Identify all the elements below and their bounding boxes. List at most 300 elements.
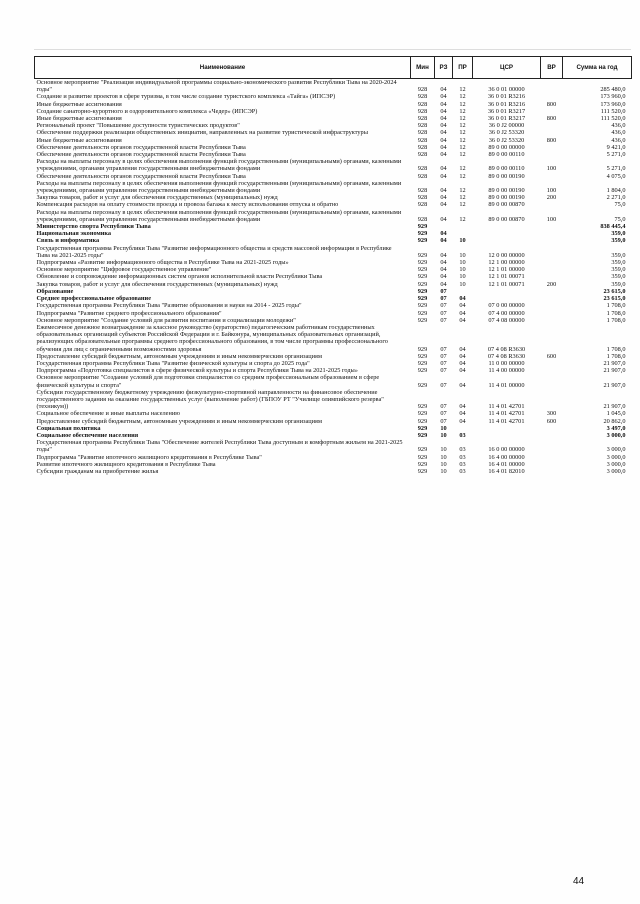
cell-sum: 1 708,0 xyxy=(606,316,626,324)
cell-rz: 07 xyxy=(440,359,447,367)
cell-vr xyxy=(541,108,563,115)
table-row xyxy=(35,425,632,432)
cell-name: Подпрограмма «Подготовка специалистов в сфере физической культуры и спорта Республики Тыва на 2021-2025 годы» xyxy=(36,367,358,375)
cell-min: 928 xyxy=(417,194,428,202)
cell-rz: 07 xyxy=(440,309,447,317)
cell-csr: 36 0 01 00000 xyxy=(488,86,525,94)
cell-rz: 07 xyxy=(440,417,447,425)
table-row xyxy=(35,360,632,367)
cell-vr xyxy=(541,259,563,266)
table-row xyxy=(35,129,632,136)
cell-pr: 10 xyxy=(459,280,466,288)
table-row xyxy=(35,281,632,288)
cell-csr: 36 0 01 R3217 xyxy=(487,107,526,115)
cell-csr: 36 0 J2 53320 xyxy=(488,129,525,137)
cell-vr xyxy=(541,360,563,367)
cell-pr: 12 xyxy=(459,122,466,130)
cell-rz: 04 xyxy=(440,266,447,274)
cell-csr: 11 4 01 00000 xyxy=(488,381,525,389)
cell-pr: 04 xyxy=(459,302,466,310)
cell-pr: 10 xyxy=(459,266,466,274)
cell-min: 929 xyxy=(417,381,428,389)
cell-pr: 03 xyxy=(459,453,466,461)
cell-min: 929 xyxy=(417,345,428,353)
cell-sum: 1 708,0 xyxy=(606,345,626,353)
table-row xyxy=(35,367,632,374)
cell-csr: 89 0 00 00190 xyxy=(488,187,525,195)
cell-csr: 12 1 01 00071 xyxy=(488,280,525,288)
page-number: 44 xyxy=(573,876,585,887)
cell-min: 929 xyxy=(417,316,428,324)
cell-csr: 07 4 08 R3630 xyxy=(487,352,526,360)
cell-vr xyxy=(541,367,563,374)
table-row xyxy=(35,266,632,273)
table-row xyxy=(35,108,632,115)
table-row xyxy=(35,223,632,230)
cell-rz: 07 xyxy=(440,403,447,411)
cell-pr: 12 xyxy=(459,115,466,123)
table-row xyxy=(35,302,632,309)
cell-name: Закупка товаров, работ и услуг для обеспечения государственных (муниципальных) нужд xyxy=(36,194,278,202)
cell-min: 928 xyxy=(417,201,428,209)
cell-min: 928 xyxy=(417,187,428,195)
cell-vr xyxy=(541,389,563,411)
table-row xyxy=(35,273,632,280)
cell-name: Подпрограмма "Развитие ипотечного жилищного кредитования в Республике Тыва" xyxy=(36,453,262,461)
cell-sum: 838 445,4 xyxy=(600,223,626,231)
cell-rz: 07 xyxy=(440,302,447,310)
table-row xyxy=(35,310,632,317)
cell-csr: 11 4 01 42701 xyxy=(488,403,525,411)
cell-sum: 4 075,0 xyxy=(606,172,626,180)
cell-pr: 03 xyxy=(459,467,466,475)
cell-csr xyxy=(473,230,541,237)
cell-min: 928 xyxy=(417,151,428,159)
cell-name: Обеспечение деятельности органов государственной власти Республики Тыва xyxy=(36,143,246,151)
cell-csr: 07 4 08 00000 xyxy=(488,316,525,324)
cell-vr xyxy=(541,324,563,353)
cell-sum: 359,0 xyxy=(611,266,626,274)
cell-csr: 89 0 00 00870 xyxy=(488,201,525,209)
cell-min: 929 xyxy=(417,453,428,461)
cell-sum: 21 907,0 xyxy=(603,403,626,411)
header-rz: РЗ xyxy=(435,57,453,79)
cell-pr: 03 xyxy=(459,431,466,439)
table-row xyxy=(35,79,632,94)
cell-min: 929 xyxy=(417,273,428,281)
cell-csr: 36 0 01 R3216 xyxy=(487,93,526,101)
table-row xyxy=(35,180,632,194)
cell-rz: 10 xyxy=(440,424,447,432)
cell-min: 929 xyxy=(417,259,428,267)
cell-vr xyxy=(541,151,563,158)
cell-vr xyxy=(541,93,563,100)
cell-pr: 12 xyxy=(459,194,466,202)
cell-name: Министерство спорта Республики Тыва xyxy=(36,223,151,231)
cell-pr: 12 xyxy=(459,107,466,115)
cell-sum: 1 804,0 xyxy=(606,187,626,195)
cell-name: Основное мероприятие "Реализация индивидуальной программы социально-экономического развития Республики Тыва на 2020-2024 годы" xyxy=(36,79,397,94)
cell-name: Иные бюджетные ассигнования xyxy=(36,136,122,144)
cell-min: 928 xyxy=(417,136,428,144)
cell-csr: 16 4 01 82010 xyxy=(488,467,525,475)
cell-rz: 04 xyxy=(440,259,447,267)
cell-pr: 10 xyxy=(459,237,466,245)
cell-vr: 800 xyxy=(546,136,557,144)
table-row xyxy=(35,295,632,302)
cell-pr: 04 xyxy=(459,381,466,389)
cell-vr xyxy=(541,310,563,317)
cell-rz: 10 xyxy=(440,467,447,475)
cell-sum: 359,0 xyxy=(611,251,626,259)
cell-vr: 100 xyxy=(546,187,557,195)
cell-csr xyxy=(473,432,541,439)
cell-vr: 200 xyxy=(546,280,557,288)
cell-min: 929 xyxy=(417,446,428,454)
cell-vr xyxy=(541,295,563,302)
cell-vr: 600 xyxy=(546,417,557,425)
table-row xyxy=(35,353,632,360)
cell-csr: 12 1 01 00071 xyxy=(488,273,525,281)
cell-min: 928 xyxy=(417,122,428,130)
cell-sum: 21 907,0 xyxy=(603,367,626,375)
cell-rz: 07 xyxy=(440,352,447,360)
header-pr: ПР xyxy=(453,57,473,79)
cell-sum: 3 000,0 xyxy=(606,446,626,454)
cell-vr xyxy=(541,129,563,136)
table-row xyxy=(35,237,632,244)
cell-pr: 12 xyxy=(459,136,466,144)
table-row xyxy=(35,93,632,100)
table-row xyxy=(35,259,632,266)
table-row xyxy=(35,317,632,324)
cell-pr: 03 xyxy=(459,446,466,454)
cell-sum: 21 907,0 xyxy=(603,381,626,389)
cell-name: Социальная политика xyxy=(36,424,101,432)
cell-sum: 5 271,0 xyxy=(606,165,626,173)
table-row xyxy=(35,324,632,353)
table-row xyxy=(35,158,632,172)
cell-rz: 04 xyxy=(440,107,447,115)
cell-name: Иные бюджетные ассигнования xyxy=(36,100,122,108)
cell-name: Иные бюджетные ассигнования xyxy=(36,115,122,123)
cell-csr: 89 0 00 00000 xyxy=(488,143,525,151)
cell-min: 929 xyxy=(417,460,428,468)
cell-rz: 07 xyxy=(440,345,447,353)
cell-sum: 9 421,0 xyxy=(606,143,626,151)
cell-rz: 04 xyxy=(440,136,447,144)
cell-min: 929 xyxy=(417,352,428,360)
cell-name: Ежемесячное денежное вознаграждение за классное руководство (кураторство) педагогическим работникам государственных образовательных организаций субъектов Российской Федерации и г. Байконура, муниципальных образовательных организаций, реализующих образовательные программы среднего профессионального образования, в том числе программы профессионального обучения для лиц с ограниченными возможностями здоровья xyxy=(36,323,388,353)
cell-csr: 89 0 00 00190 xyxy=(488,194,525,202)
cell-name: Основное мероприятие "Цифровое государственное управление" xyxy=(36,266,212,274)
cell-pr: 12 xyxy=(459,172,466,180)
table-row xyxy=(35,137,632,144)
cell-min: 929 xyxy=(417,223,428,231)
table-row xyxy=(35,209,632,223)
cell-rz: 04 xyxy=(440,86,447,94)
cell-csr xyxy=(473,425,541,432)
cell-name: Национальная экономика xyxy=(36,230,112,238)
cell-name: Основное мероприятие "Создание условий для развития воспитания и социализации молодежи" xyxy=(36,316,296,324)
cell-sum: 3 000,0 xyxy=(606,431,626,439)
cell-name: Компенсация расходов на оплату стоимости проезда и провоза багажа к месту использования отпуска и обратно xyxy=(36,201,339,209)
cell-sum: 111 520,0 xyxy=(600,107,626,115)
cell-rz: 04 xyxy=(440,237,447,245)
cell-name: Государственная программа Республики Тыва "Обеспечение жителей Республики Тыва доступным и комфортным жильем на 2021-2025 годы" xyxy=(36,439,403,454)
cell-pr: 03 xyxy=(459,460,466,468)
cell-pr: 12 xyxy=(459,129,466,137)
cell-sum: 359,0 xyxy=(611,230,626,238)
budget-table xyxy=(34,56,632,475)
cell-rz xyxy=(435,223,453,230)
cell-csr: 16 0 00 00000 xyxy=(488,446,525,454)
cell-csr: 11 4 01 42701 xyxy=(488,417,525,425)
cell-vr: 600 xyxy=(546,352,557,360)
cell-rz: 04 xyxy=(440,172,447,180)
cell-pr: 10 xyxy=(459,273,466,281)
cell-name: Предоставление субсидий бюджетным, автономным учреждениям и иным некоммерческим организациям xyxy=(36,352,322,360)
table-row xyxy=(35,468,632,475)
cell-min: 928 xyxy=(417,215,428,223)
cell-min: 928 xyxy=(417,172,428,180)
cell-name: Образование xyxy=(36,287,74,295)
cell-rz: 07 xyxy=(440,287,447,295)
cell-vr xyxy=(541,454,563,461)
table-row xyxy=(35,122,632,129)
cell-rz: 07 xyxy=(440,367,447,375)
cell-sum: 1 708,0 xyxy=(606,352,626,360)
cell-sum: 111 520,0 xyxy=(600,115,626,123)
cell-vr xyxy=(541,230,563,237)
cell-rz: 04 xyxy=(440,129,447,137)
cell-vr xyxy=(541,439,563,453)
cell-sum: 1 708,0 xyxy=(606,309,626,317)
cell-min: 929 xyxy=(417,367,428,375)
cell-name: Обеспечение деятельности органов государственной власти Республики Тыва xyxy=(36,172,246,180)
cell-name: Расходы на выплаты персоналу в целях обеспечения выполнения функций государственными (муниципальными) органами, казенными учреждениями, органами управления государственными внебюджетными фондами xyxy=(36,208,402,223)
cell-pr: 10 xyxy=(459,259,466,267)
cell-vr xyxy=(541,237,563,244)
cell-min: 928 xyxy=(417,100,428,108)
cell-pr xyxy=(453,230,473,237)
cell-rz: 04 xyxy=(440,143,447,151)
table-row xyxy=(35,173,632,180)
cell-name: Закупка товаров, работ и услуг для обеспечения государственных (муниципальных) нужд xyxy=(36,280,278,288)
cell-sum: 5 271,0 xyxy=(606,151,626,159)
cell-sum: 3 000,0 xyxy=(606,460,626,468)
cell-rz: 10 xyxy=(440,453,447,461)
cell-pr: 04 xyxy=(459,359,466,367)
cell-rz: 07 xyxy=(440,410,447,418)
cell-csr: 89 0 00 00110 xyxy=(488,151,525,159)
table-row xyxy=(35,115,632,122)
cell-pr: 12 xyxy=(459,201,466,209)
table-row xyxy=(35,454,632,461)
cell-rz: 07 xyxy=(440,381,447,389)
cell-sum: 285 480,0 xyxy=(600,86,626,94)
table-row xyxy=(35,418,632,425)
cell-vr xyxy=(541,223,563,230)
cell-rz: 04 xyxy=(440,280,447,288)
cell-vr xyxy=(541,317,563,324)
cell-rz: 04 xyxy=(440,251,447,259)
table-row xyxy=(35,288,632,295)
cell-csr: 11 4 01 42701 xyxy=(488,410,525,418)
cell-pr xyxy=(453,223,473,230)
cell-sum: 359,0 xyxy=(611,237,626,245)
table-row xyxy=(35,245,632,259)
cell-csr: 89 0 00 00190 xyxy=(488,172,525,180)
header-csr: ЦСР xyxy=(473,57,541,79)
cell-name: Подпрограмма «Развитие информационного общества в Республике Тыва на 2021-2025 годы» xyxy=(36,259,289,267)
cell-csr xyxy=(473,295,541,302)
cell-sum: 75,0 xyxy=(614,201,626,209)
cell-pr: 12 xyxy=(459,93,466,101)
cell-csr: 36 0 01 R3216 xyxy=(487,100,526,108)
cell-csr xyxy=(473,237,541,244)
cell-vr xyxy=(541,201,563,208)
table-header-row xyxy=(35,57,632,79)
cell-name: Расходы на выплаты персоналу в целях обеспечения выполнения функций государственными (муниципальными) органами, казенными учреждениями, органами управления государственными внебюджетными фондами xyxy=(36,158,402,173)
table-row xyxy=(35,201,632,208)
cell-min: 928 xyxy=(417,143,428,151)
cell-min: 928 xyxy=(417,86,428,94)
cell-vr: 300 xyxy=(546,410,557,418)
cell-name: Государственная программа Республики Тыва "Развитие физической культуры и спорта до 2025 года" xyxy=(36,359,310,367)
cell-pr: 04 xyxy=(459,309,466,317)
cell-name: Субсидии гражданам на приобретение жилья xyxy=(36,467,159,475)
cell-min: 929 xyxy=(417,467,428,475)
cell-min: 928 xyxy=(417,115,428,123)
cell-pr: 04 xyxy=(459,417,466,425)
cell-rz: 04 xyxy=(440,93,447,101)
cell-min: 929 xyxy=(417,431,428,439)
cell-name: Расходы на выплаты персоналу в целях обеспечения выполнения функций государственными (муниципальными) органами, казенными учреждениями, органами управления государственными внебюджетными фондами xyxy=(36,179,402,195)
cell-name: Развитие ипотечного жилищного кредитования в Республике Тыва xyxy=(36,460,216,468)
table-row xyxy=(35,194,632,201)
table-row xyxy=(35,151,632,158)
cell-name: Связь и информатика xyxy=(36,237,100,245)
cell-csr: 07 4 00 00000 xyxy=(488,309,525,317)
cell-sum: 23 615,0 xyxy=(603,295,626,303)
cell-vr xyxy=(541,432,563,439)
cell-name: Региональный проект "Повышение доступности туристических продуктов" xyxy=(36,122,240,130)
cell-rz: 04 xyxy=(440,194,447,202)
cell-vr: 100 xyxy=(546,165,557,173)
cell-min: 929 xyxy=(417,251,428,259)
cell-pr: 04 xyxy=(459,367,466,375)
cell-vr xyxy=(541,273,563,280)
cell-name: Основное мероприятие "Создание условий для подготовки специалистов со средним профессиональным образованием в сфере физической культуры и спорта" xyxy=(36,374,380,389)
cell-vr xyxy=(541,288,563,295)
table-row xyxy=(35,374,632,388)
header-sum: Сумма на год xyxy=(563,57,632,79)
cell-pr: 04 xyxy=(459,295,466,303)
cell-min: 929 xyxy=(417,230,428,238)
cell-name: Обеспечение поддержки реализации общественных инициатив, направленных на развитие туристической инфраструктуры xyxy=(36,129,368,137)
cell-vr: 200 xyxy=(546,194,557,202)
cell-pr: 12 xyxy=(459,100,466,108)
cell-pr xyxy=(453,288,473,295)
cell-vr xyxy=(541,468,563,475)
cell-rz: 04 xyxy=(440,115,447,123)
cell-name: Среднее профессиональное образование xyxy=(36,295,151,303)
cell-rz: 04 xyxy=(440,122,447,130)
header-name: Наименование xyxy=(35,57,411,79)
cell-csr: 07 4 08 R3630 xyxy=(487,345,526,353)
cell-min: 928 xyxy=(417,107,428,115)
cell-csr: 07 0 00 00000 xyxy=(488,302,525,310)
cell-csr: 36 0 01 R3217 xyxy=(487,115,526,123)
cell-sum: 173 960,0 xyxy=(600,93,626,101)
cell-name: Субсидии государственному бюджетному учреждению физкультурно-спортивной направленности на финансовое обеспечение государственного задания на оказание государственных услуг (выполнение работ) (ГБПОУ РТ "Училище олимпийского резерва" (техникум)) xyxy=(36,388,384,411)
cell-rz: 04 xyxy=(440,215,447,223)
cell-csr xyxy=(473,288,541,295)
cell-rz: 10 xyxy=(440,446,447,454)
cell-min: 929 xyxy=(417,280,428,288)
cell-pr: 04 xyxy=(459,410,466,418)
table-row xyxy=(35,389,632,411)
cell-min: 929 xyxy=(417,410,428,418)
cell-vr: 800 xyxy=(546,100,557,108)
cell-min: 929 xyxy=(417,359,428,367)
cell-min: 928 xyxy=(417,129,428,137)
cell-name: Подпрограмма "Развитие среднего профессионального образования" xyxy=(36,309,222,317)
cell-name: Предоставление субсидий бюджетным, автономным учреждениям и иным некоммерческим организациям xyxy=(36,417,322,425)
cell-vr: 100 xyxy=(546,215,557,223)
cell-sum: 3 000,0 xyxy=(606,453,626,461)
cell-min: 929 xyxy=(417,424,428,432)
cell-rz: 04 xyxy=(440,165,447,173)
cell-sum: 20 862,0 xyxy=(603,417,626,425)
cell-csr: 16 4 00 00000 xyxy=(488,453,525,461)
table-row xyxy=(35,101,632,108)
cell-pr: 12 xyxy=(459,165,466,173)
cell-vr xyxy=(541,266,563,273)
cell-csr: 16 4 01 00000 xyxy=(488,460,525,468)
cell-csr: 11 0 00 00000 xyxy=(488,359,525,367)
cell-pr: 12 xyxy=(459,215,466,223)
cell-sum: 359,0 xyxy=(611,273,626,281)
cell-sum: 3 497,0 xyxy=(606,424,626,432)
top-rule xyxy=(34,49,631,50)
table-body xyxy=(35,79,632,476)
cell-sum: 436,0 xyxy=(611,136,626,144)
cell-sum: 1 708,0 xyxy=(606,302,626,310)
cell-name: Социальное обеспечение населения xyxy=(36,431,139,439)
cell-name: Создание и развитие проектов в сфере туризма, в том числе создание туристского комплекса «Тайга» (ИПСЭР) xyxy=(36,93,336,101)
cell-name: Государственная программа Республики Тыва "Развитие информационного общества и средств массовой информации в Республике Тыва на 2021-2025 годы" xyxy=(36,244,392,259)
cell-rz: 04 xyxy=(440,187,447,195)
cell-sum: 75,0 xyxy=(614,215,626,223)
header-vr: ВР xyxy=(541,57,563,79)
table-row xyxy=(35,432,632,439)
cell-min: 929 xyxy=(417,266,428,274)
cell-min: 928 xyxy=(417,93,428,101)
cell-min: 929 xyxy=(417,237,428,245)
cell-vr xyxy=(541,144,563,151)
cell-vr xyxy=(541,461,563,468)
table-row xyxy=(35,461,632,468)
cell-vr xyxy=(541,122,563,129)
cell-sum: 359,0 xyxy=(611,259,626,267)
cell-csr: 36 0 J2 53320 xyxy=(488,136,525,144)
cell-csr: 12 0 00 00000 xyxy=(488,251,525,259)
cell-sum: 23 615,0 xyxy=(603,287,626,295)
table-row xyxy=(35,439,632,453)
cell-csr: 36 0 J2 00000 xyxy=(488,122,525,130)
